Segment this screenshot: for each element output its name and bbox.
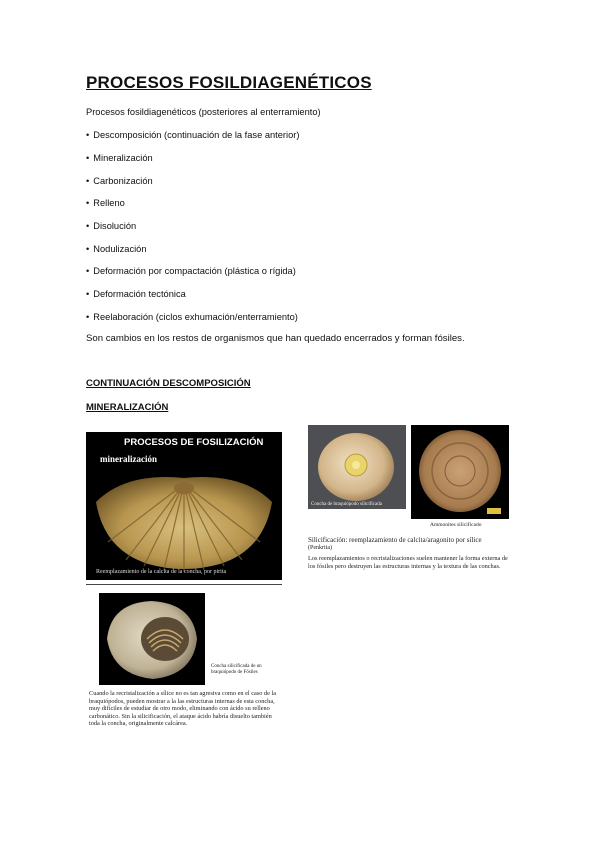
figure2-caption-right: Ammonites silicificado bbox=[430, 522, 482, 528]
bullet-item: • Reelaboración (ciclos exhumación/enterramiento) bbox=[86, 311, 298, 323]
bullet-item: • Relleno bbox=[86, 197, 125, 209]
figure3-text: Cuando la recristalización a sílice no es tan agresiva como en el caso de la braquiópodos, pueden mostrar a la las estructuras internas de esta concha, muy difíciles de estudiar de otro modo, eliminando con ácido su relleno carbonático. Sin la silicificación, el ataque ácido habría disuelto también toda la concha, originalmente calcárea. bbox=[89, 690, 277, 728]
figure1-heading: PROCESOS DE FOSILIZACIÓN bbox=[124, 437, 264, 448]
silicified-brachiopod-photo bbox=[99, 593, 205, 685]
figure1-caption: Reemplazamiento de la calcita de la concha, por pirita bbox=[96, 569, 227, 575]
figure2-text: Los reemplazamientos o recristalizaciones suelen mantener la forma externa de los fósiles pero destruyen las estructuras internas y la textura de las conchas. bbox=[308, 555, 508, 570]
page-title: PROCESOS FOSILDIAGENÉTICOS bbox=[86, 73, 372, 92]
divider bbox=[86, 584, 282, 585]
bullet-item: • Mineralización bbox=[86, 152, 153, 164]
bullet-item: • Disolución bbox=[86, 220, 136, 232]
pyrite-brachiopod-photo bbox=[86, 432, 282, 580]
bullet-item: • Deformación por compactación (plástica o rígida) bbox=[86, 265, 296, 277]
bullet-item: • Carbonización bbox=[86, 175, 153, 187]
figure2-caption-title: Silicificación: reemplazamiento de calcita/aragonito por sílice bbox=[308, 536, 482, 544]
ammonite-icon bbox=[411, 425, 509, 519]
intro-text: Procesos fosildiagenéticos (posteriores al enterramiento) bbox=[86, 107, 321, 117]
silicified-shell-photo bbox=[308, 425, 406, 509]
figure2-caption-sub: (Penkrita) bbox=[308, 545, 332, 551]
shell-icon bbox=[308, 425, 406, 509]
bullet-item: • Deformación tectónica bbox=[86, 288, 186, 300]
section-continuacion: CONTINUACIÓN DESCOMPOSICIÓN bbox=[86, 378, 251, 389]
summary-text: Son cambios en los restos de organismos que han quedado encerrados y forman fósiles. bbox=[86, 333, 465, 344]
silicified-ammonite-photo bbox=[411, 425, 509, 519]
figure3-caption-small: Concha silicificada de un braquiópodo de Fósiles bbox=[211, 664, 262, 675]
brachiopod-interior-icon bbox=[99, 593, 205, 685]
figure2-caption-left: Concha de braquiópodo silicificada bbox=[311, 502, 382, 507]
section-mineralizacion: MINERALIZACIÓN bbox=[86, 402, 169, 413]
bullet-item: • Nodulización bbox=[86, 243, 147, 255]
figure1-subheading: mineralización bbox=[100, 454, 157, 464]
bullet-item: • Descomposición (continuación de la fase anterior) bbox=[86, 129, 299, 141]
